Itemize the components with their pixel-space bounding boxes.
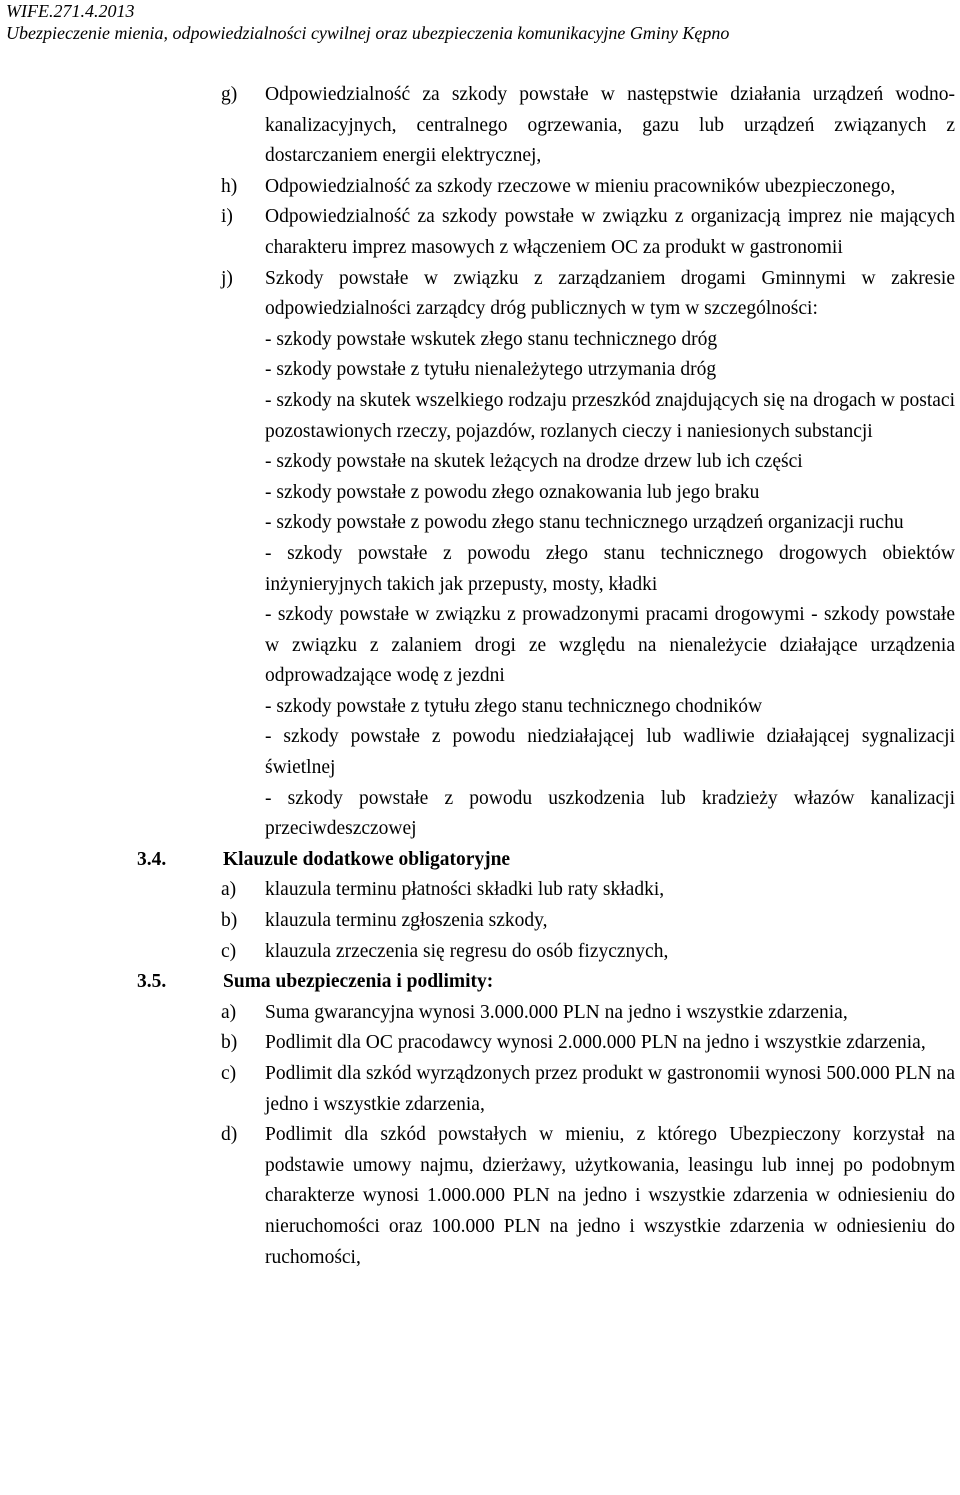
item-label: j)	[221, 267, 233, 289]
item-label: g)	[221, 84, 238, 105]
list-item-i	[0, 202, 960, 263]
section-title: Klauzule dodatkowe obligatoryjne	[223, 848, 511, 870]
item-text: Odpowiedzialność za szkody rzeczowe w mieniu pracowników ubezpieczonego,	[265, 175, 896, 197]
item-text: klauzula terminu płatności składki lub raty składki,	[265, 879, 665, 901]
item-text: klauzula zrzeczenia się regresu do osób fizycznych,	[265, 940, 669, 962]
list-item-j	[0, 264, 960, 325]
sub-item: - szkody powstałe z tytułu nienależytego utrzymania dróg	[265, 359, 717, 381]
document-title: Ubezpieczenie mienia, odpowiedzialności cywilnej oraz ubezpieczenia komunikacyjne Gminy Kępno	[6, 23, 730, 43]
item-text: Podlimit dla szkód wyrządzonych przez produkt w gastronomii wynosi 500.000 PLN na jedno i wszystkie zdarzenia,	[265, 1063, 955, 1115]
sub-item: - szkody powstałe z powodu złego oznakowania lub jego braku	[265, 481, 760, 503]
section-number: 3.5.	[137, 971, 167, 993]
list-item	[0, 1120, 960, 1273]
item-label: a)	[221, 1001, 237, 1023]
section-heading-3-4	[0, 845, 960, 876]
sub-item: - szkody powstałe z powodu złego stanu technicznego drogowych obiektów inżynieryjnych takich jak przepusty, mosty, kładki	[265, 542, 955, 595]
sub-item: - szkody powstałe wskutek złego stanu technicznego dróg	[265, 328, 718, 350]
item-label: a)	[221, 879, 237, 901]
sub-item: - szkody powstałe z powodu niedziałającej lub wadliwie działającej sygnalizacji świetlnej	[265, 726, 955, 779]
list-item	[0, 1059, 960, 1120]
list-item-h	[0, 172, 960, 203]
item-text: Podlimit dla szkód powstałych w mieniu, z którego Ubezpieczony korzystał na podstawie umowy najmu, dzierżawy, użytkowania, leasingu lub innej po podobnym charakterze wynosi 1.000.000 PLN na jedno i wszystkie zdarzenia w odniesieniu do nieruchomości oraz 100.000 PLN na jedno i wszystkie zdarzenia w odniesieniu do ruchomości,	[265, 1124, 955, 1268]
sub-item: - szkody powstałe na skutek leżących na drodze drzew lub ich części	[265, 451, 803, 473]
item-text: Podlimit dla OC pracodawcy wynosi 2.000.000 PLN na jedno i wszystkie zdarzenia,	[265, 1032, 926, 1054]
section-heading-3-5	[0, 967, 960, 998]
document-body	[0, 80, 960, 1273]
item-label: h)	[221, 175, 238, 197]
document-reference: WIFE.271.4.2013	[6, 1, 135, 21]
list-item	[0, 875, 960, 906]
item-text: klauzula terminu zgłoszenia szkody,	[265, 910, 548, 932]
section-title: Suma ubezpieczenia i podlimity:	[223, 971, 494, 993]
sub-item: - szkody powstałe z powodu złego stanu technicznego urządzeń organizacji ruchu	[265, 512, 904, 534]
item-text: Odpowiedzialność za szkody powstałe w następstwie działania urządzeń wodno-kanalizacyjnych, centralnego ogrzewania, gazu lub urządzeń związanych z dostarczaniem energii elektrycznej,	[265, 84, 955, 167]
list-item	[0, 1028, 960, 1059]
item-label: c)	[221, 940, 237, 962]
item-label: c)	[221, 1063, 237, 1084]
document-header	[6, 0, 729, 44]
sub-item: - szkody na skutek wszelkiego rodzaju przeszkód znajdujących się na drogach w postaci pozostawionych rzeczy, pojazdów, rozlanych cieczy i naniesionych substancji	[265, 389, 955, 442]
section-number: 3.4.	[137, 848, 167, 870]
sub-item: - szkody powstałe w związku z prowadzonymi pracami drogowymi - szkody powstałe w związku z zalaniem drogi ze względu na nienależycie działające urządzenia odprowadzające wodę z jezdni	[265, 604, 955, 687]
list-item	[0, 998, 960, 1029]
item-text: Szkody powstałe w związku z zarządzaniem drogami Gminnymi w zakresie odpowiedzialności zarządcy dróg publicznych w tym w szczególności:	[265, 267, 955, 320]
item-text: Suma gwarancyjna wynosi 3.000.000 PLN na jedno i wszystkie zdarzenia,	[265, 1001, 848, 1023]
sub-item: - szkody powstałe z tytułu złego stanu technicznego chodników	[265, 695, 763, 717]
list-item-g	[0, 80, 960, 172]
item-text: Odpowiedzialność za szkody powstałe w związku z organizacją imprez nie mających charakteru imprez masowych z włączeniem OC za produkt w gastronomii	[265, 206, 955, 258]
list-item	[0, 906, 960, 937]
item-label: b)	[221, 910, 238, 932]
item-label: d)	[221, 1124, 238, 1146]
sub-item: - szkody powstałe z powodu uszkodzenia lub kradzieży włazów kanalizacji przeciwdeszczowej	[265, 787, 955, 840]
item-label: b)	[221, 1032, 238, 1054]
list-item	[0, 937, 960, 968]
item-label: i)	[221, 206, 233, 228]
